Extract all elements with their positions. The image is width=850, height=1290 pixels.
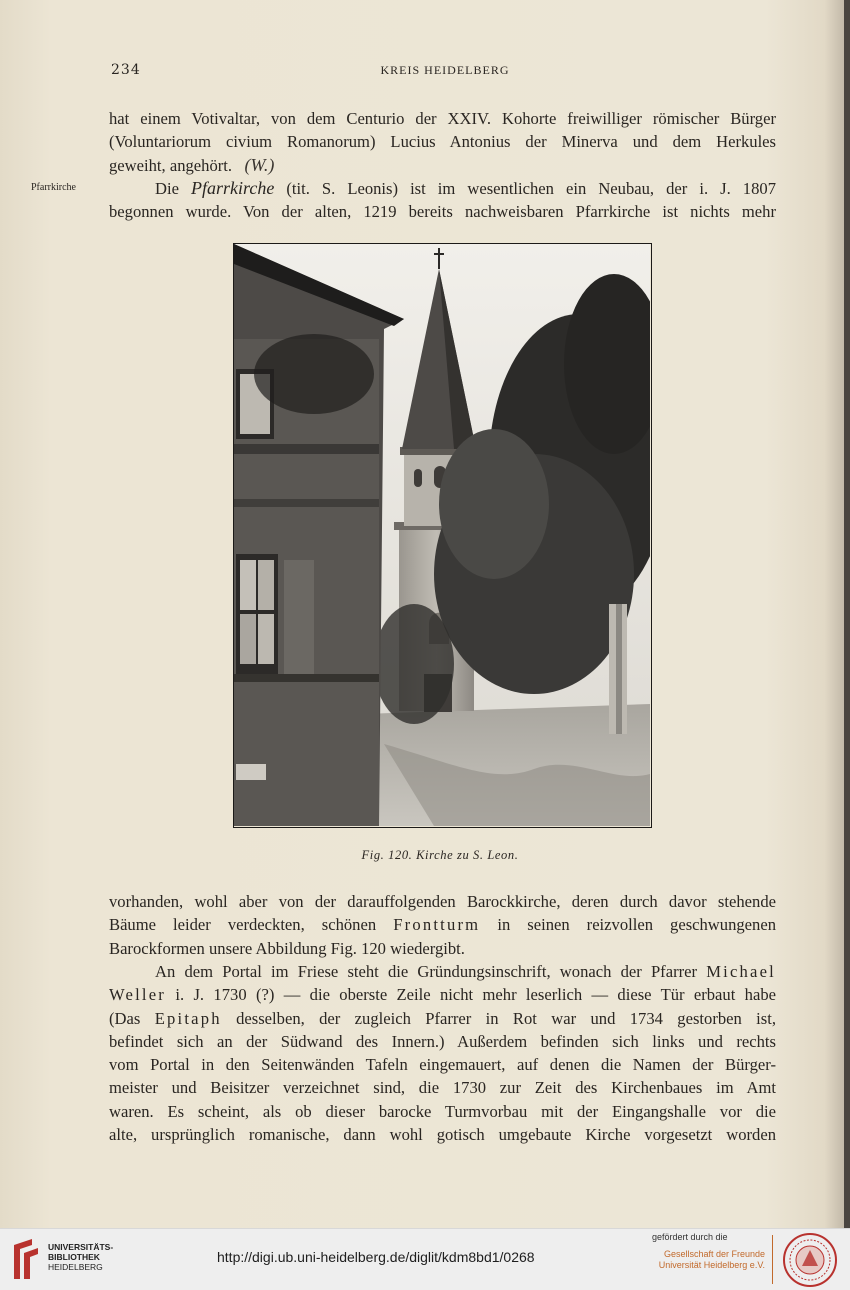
spaced-name: Michael xyxy=(706,962,776,981)
university-library-logo-icon[interactable] xyxy=(10,1237,42,1281)
text-fragment: geweiht, angehört. xyxy=(109,155,233,175)
text-fragment: Bäume leider verdeckten, schönen xyxy=(109,915,377,935)
paragraph-votivaltar xyxy=(109,107,776,177)
page-number: 234 xyxy=(111,62,141,78)
page-edge-shadow xyxy=(844,0,850,1228)
emphasis-pfarrkirche: Pfarrkirche xyxy=(191,178,275,198)
text-line: befindet sich an der Südwand des Innern.) Außerdem befinden sich links und rechts xyxy=(109,1031,776,1051)
library-name-line: UNIVERSITÄTS- xyxy=(48,1242,114,1252)
text-line: waren. Es scheint, als ob dieser barocke Turmvorbau mit der Eingangshalle vor die xyxy=(109,1101,776,1121)
text-line xyxy=(109,983,776,1006)
text-fragment: desselben, der zugleich Pfarrer in Rot war und 1734 gestorben ist, xyxy=(236,1008,777,1028)
paragraph-pfarrkirche xyxy=(109,177,776,224)
text-fragment: An dem Portal im Friese steht die Gründungsinschrift, wonach der Pfarrer xyxy=(155,962,698,981)
figure-caption: Fig. 120. Kirche zu S. Leon. xyxy=(361,848,519,862)
paragraph-frontturm xyxy=(109,890,776,960)
running-title: KREIS HEIDELBERG xyxy=(380,63,510,77)
library-name-line: HEIDELBERG xyxy=(48,1262,103,1272)
university-seal-icon[interactable] xyxy=(782,1232,838,1288)
sponsor-name-line: Gesellschaft der Freunde xyxy=(663,1249,765,1259)
text-line xyxy=(109,960,776,983)
paragraph-portal xyxy=(109,960,776,1146)
sponsor-name[interactable] xyxy=(655,1249,765,1271)
text-line: hat einem Votivaltar, von dem Centurio der XXIV. Kohorte freiwilliger römischer Bürger xyxy=(109,109,776,128)
spaced-term: Epitaph xyxy=(154,1008,222,1028)
permalink-url[interactable]: http://digi.ub.uni-heidelberg.de/diglit/kdm8bd1/0268 xyxy=(217,1249,535,1265)
text-line: vom Portal in den Seitenwänden Tafeln eingemauert, auf denen die Namen der Bürger- xyxy=(109,1055,776,1075)
promoted-by-label: gefördert durch die xyxy=(652,1232,728,1242)
text-fragment: in seinen reizvollen geschwungenen xyxy=(497,915,777,935)
text-line xyxy=(109,177,776,200)
handwritten-note: (W.) xyxy=(244,154,275,175)
footer-bar xyxy=(0,1228,850,1290)
spaced-term: Frontturm xyxy=(393,915,481,935)
text-fragment: (tit. S. Leonis) ist im wesentlichen ein Neubau, der i. J. 1807 xyxy=(286,179,776,198)
text-line xyxy=(109,913,776,936)
text-line: alte, ursprünglich romanische, dann wohl gotisch umgebaute Kirche vorgesetzt worden xyxy=(109,1125,776,1145)
text-line: begonnen wurde. Von der alten, 1219 bereits nachweisbaren Pfarrkirche ist nichts mehr xyxy=(109,202,776,222)
text-fragment: i. J. 1730 (?) — die oberste Zeile nicht mehr leserlich — diese Tür erbaut habe xyxy=(175,985,776,1005)
text-line: meister und Beisitzer verzeichnet sind, die 1730 zur Zeit des Kirchenbaues im Amt xyxy=(109,1078,776,1098)
text-line: Barockformen unsere Abbildung Fig. 120 wiedergibt. xyxy=(109,938,465,958)
spaced-name: Weller xyxy=(109,985,167,1005)
text-fragment: (Das xyxy=(109,1008,141,1028)
church-photo-illustration xyxy=(234,244,650,826)
text-line: (Voluntariorum civium Romanorum) Lucius Antonius der Minerva und dem Herkules xyxy=(109,132,776,152)
text-fragment: Die xyxy=(155,179,179,198)
church-photograph xyxy=(233,243,652,828)
text-line xyxy=(109,154,776,177)
library-name[interactable] xyxy=(48,1242,113,1272)
margin-note: Pfarrkirche xyxy=(31,182,76,193)
text-line: vorhanden, wohl aber von der darauffolgenden Barockkirche, deren durch davor stehende xyxy=(109,892,776,911)
sponsor-name-line: Universität Heidelberg e.V. xyxy=(658,1260,765,1270)
footer-divider xyxy=(772,1235,773,1284)
text-line xyxy=(109,1007,776,1030)
library-name-line: BIBLIOTHEK xyxy=(48,1252,100,1262)
